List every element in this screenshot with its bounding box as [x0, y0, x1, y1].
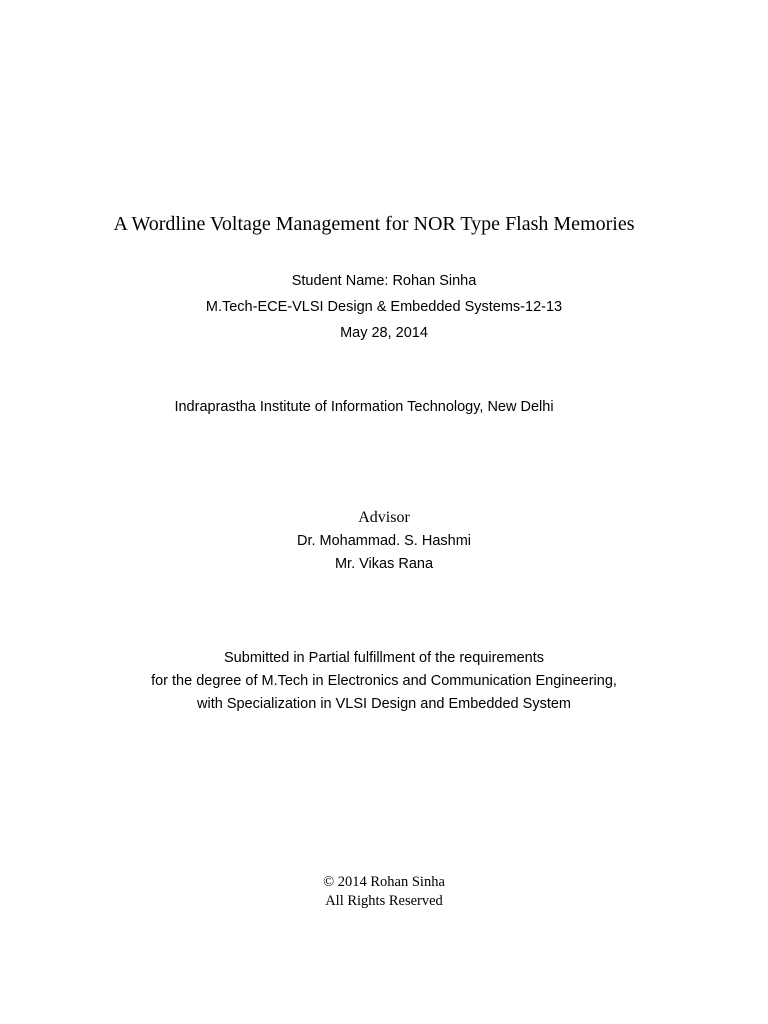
program-name: M.Tech-ECE-VLSI Design & Embedded Systems-12-13 — [205, 299, 563, 315]
advisor-name: Dr. Mohammad. S. Hashmi — [296, 533, 472, 549]
institute-name: Indraprastha Institute of Information Technology, New Delhi — [174, 399, 554, 415]
student-name: Student Name: Rohan Sinha — [291, 273, 477, 289]
advisor-name: Mr. Vikas Rana — [334, 556, 434, 572]
submission-statement-line: Submitted in Partial fulfillment of the requirements — [224, 650, 544, 666]
advisor-heading: Advisor — [358, 509, 410, 526]
rights-reserved-notice: All Rights Reserved — [325, 893, 443, 909]
submission-date: May 28, 2014 — [340, 325, 428, 341]
submission-statement-line: with Specialization in VLSI Design and Embedded System — [197, 696, 571, 712]
submission-statement-line: for the degree of M.Tech in Electronics and Communication Engineering, — [151, 673, 617, 689]
copyright-notice: © 2014 Rohan Sinha — [323, 874, 445, 890]
document-title: A Wordline Voltage Management for NOR Type Flash Memories — [113, 213, 635, 235]
